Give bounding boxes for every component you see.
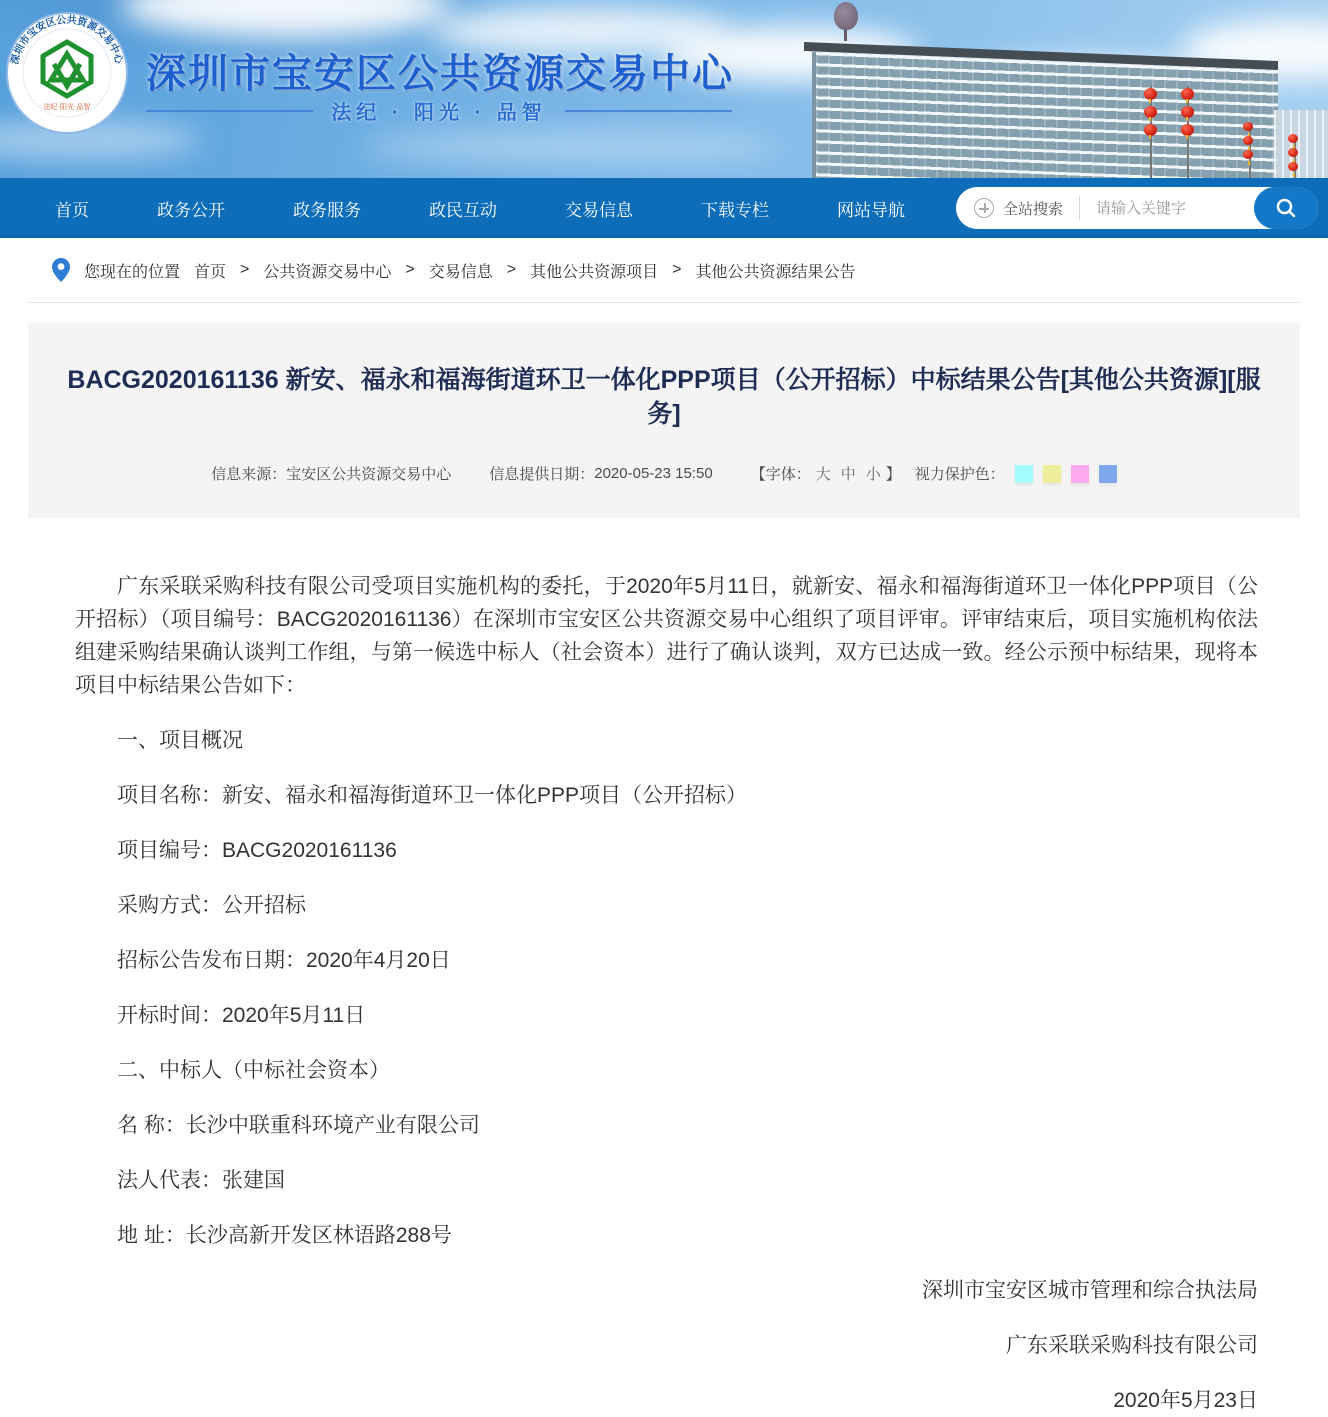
- article-meta: [58, 463, 1270, 484]
- banner-building-photo: [788, 0, 1328, 178]
- site-banner: [0, 0, 1328, 178]
- nav-item-home[interactable]: 首页: [55, 200, 89, 220]
- building-facade: [812, 52, 1278, 178]
- red-lantern: [1288, 148, 1298, 157]
- breadcrumb-separator: >: [506, 261, 517, 278]
- article-paragraph: 采购方式：公开招标: [117, 894, 306, 917]
- site-title: 深圳市宝安区公共资源交易中心: [146, 52, 734, 96]
- article-paragraph: 名 称：长沙中联重科环境产业有限公司: [117, 1114, 480, 1137]
- slogan-line-left: [146, 110, 313, 112]
- article-section-heading: 一、项目概况: [117, 729, 243, 752]
- font-size-large-button[interactable]: 大: [815, 466, 831, 483]
- site-search: [956, 187, 1318, 229]
- search-scope-label[interactable]: 全站搜索: [1003, 200, 1064, 218]
- nav-item-gov-open[interactable]: 政务公开: [157, 200, 225, 220]
- article-section-heading: 二、中标人（中标社会资本）: [117, 1059, 390, 1082]
- red-lantern: [1144, 106, 1157, 118]
- cloud-decoration: [120, 0, 450, 38]
- balloon-decoration: [834, 2, 858, 30]
- red-lantern: [1144, 124, 1157, 136]
- site-slogan: [146, 96, 732, 125]
- nav-item-download[interactable]: 下载专栏: [701, 200, 769, 220]
- breadcrumb-item-other-projects[interactable]: 其他公共资源项目: [530, 263, 659, 281]
- site-logo: [6, 12, 128, 134]
- red-lantern: [1288, 162, 1298, 171]
- breadcrumb: [0, 238, 1328, 302]
- main-nav: [0, 178, 1328, 238]
- breadcrumb-item-center[interactable]: 公共资源交易中心: [263, 263, 392, 281]
- red-lantern: [1243, 122, 1253, 131]
- search-button[interactable]: [1254, 187, 1318, 229]
- article-paragraph: 项目名称：新安、福永和福海街道环卫一体化PPP项目（公开招标）: [117, 784, 748, 807]
- breadcrumb-item-home[interactable]: 首页: [194, 263, 227, 281]
- source-label: 信息来源：: [211, 466, 287, 483]
- date-value: 2020-05-23 15:50: [594, 465, 713, 482]
- signature-company: 广东采联采购科技有限公司: [1006, 1334, 1258, 1357]
- logo-small-text: 法纪·阳光·品智: [43, 104, 91, 111]
- nav-item-trade-info[interactable]: 交易信息: [565, 200, 633, 220]
- article-paragraph: 招标公告发布日期：2020年4月20日: [117, 949, 451, 972]
- logo-ring-text: 深圳市宝安区公共资源交易中心: [9, 14, 125, 66]
- font-size-medium-button[interactable]: 中: [840, 466, 856, 483]
- article-paragraph: 广东采联采购科技有限公司受项目实施机构的委托，于2020年5月11日，就新安、福永和福海街道环卫一体化PPP项目（公开招标）（项目编号：BACG2020161136）在深圳市宝安区公共资源交易中心组织了项目评审。评审结束后，项目实施机构依法组建采购结果确认谈判工作组，与第一候选中标人（社会资本）进行了确认谈判，双方已达成一致。经公示预中标结果，现将本项目中标结果公告如下：: [75, 575, 1258, 697]
- article-paragraph: 地 址：长沙高新开发区林语路288号: [117, 1224, 452, 1247]
- red-lantern: [1144, 88, 1157, 100]
- nav-item-sitemap[interactable]: 网站导航: [837, 200, 905, 220]
- nav-item-interact[interactable]: 政民互动: [429, 200, 497, 220]
- page-title: BACG2020161136 新安、福永和福海街道环卫一体化PPP项目（公开招标）中标结果公告[其他公共资源][服务]: [67, 366, 1261, 428]
- date-label: 信息提供日期：: [489, 466, 595, 483]
- article-paragraph: 开标时间：2020年5月11日: [117, 1004, 366, 1027]
- eye-protect-label: 视力保护色：: [914, 466, 1005, 483]
- breadcrumb-divider: [28, 302, 1300, 303]
- eye-protect-color-yellow[interactable]: [1043, 465, 1061, 483]
- nav-item-gov-serv[interactable]: 政务服务: [293, 200, 361, 220]
- font-size-bracket-close: 】: [885, 466, 901, 483]
- font-size-bracket-open: 【字体：: [750, 466, 811, 483]
- signature-agency: 深圳市宝安区城市管理和综合执法局: [922, 1279, 1258, 1302]
- breadcrumb-separator: >: [240, 261, 250, 278]
- breadcrumb-separator: >: [405, 261, 415, 278]
- article-header: [28, 323, 1300, 518]
- red-lantern: [1243, 136, 1253, 145]
- red-lantern: [1181, 106, 1194, 118]
- slogan-text: 法纪 · 阳光 · 品智: [331, 102, 547, 124]
- source-value: 宝安区公共资源交易中心: [286, 466, 452, 483]
- article-paragraph: 项目编号：BACG2020161136: [117, 839, 397, 862]
- breadcrumb-prefix: 您现在的位置: [84, 263, 181, 281]
- search-input[interactable]: [1096, 200, 1254, 217]
- article-paragraph: 法人代表：张建国: [117, 1169, 285, 1192]
- article-body: [0, 518, 1328, 1417]
- font-size-small-button[interactable]: 小: [865, 466, 881, 483]
- slogan-line-right: [565, 110, 732, 112]
- search-divider: [1079, 196, 1080, 220]
- location-pin-icon: [52, 258, 70, 282]
- distant-buildings: [1274, 110, 1328, 178]
- breadcrumb-item-trade-info[interactable]: 交易信息: [428, 263, 493, 281]
- red-lantern: [1181, 124, 1194, 136]
- breadcrumb-item-result-notices[interactable]: 其他公共资源结果公告: [695, 263, 856, 281]
- eye-protect-color-blue[interactable]: [1099, 465, 1117, 483]
- plus-circle-icon: [974, 198, 994, 218]
- search-icon: [1275, 197, 1297, 219]
- breadcrumb-separator: >: [672, 261, 682, 278]
- signature-date: 2020年5月23日: [1113, 1389, 1258, 1412]
- red-lantern: [1243, 150, 1253, 159]
- red-lantern: [1288, 134, 1298, 143]
- eye-protect-color-pink[interactable]: [1071, 465, 1089, 483]
- red-lantern: [1181, 88, 1194, 100]
- eye-protect-color-cyan[interactable]: [1015, 465, 1033, 483]
- cloud-decoration: [360, 130, 780, 164]
